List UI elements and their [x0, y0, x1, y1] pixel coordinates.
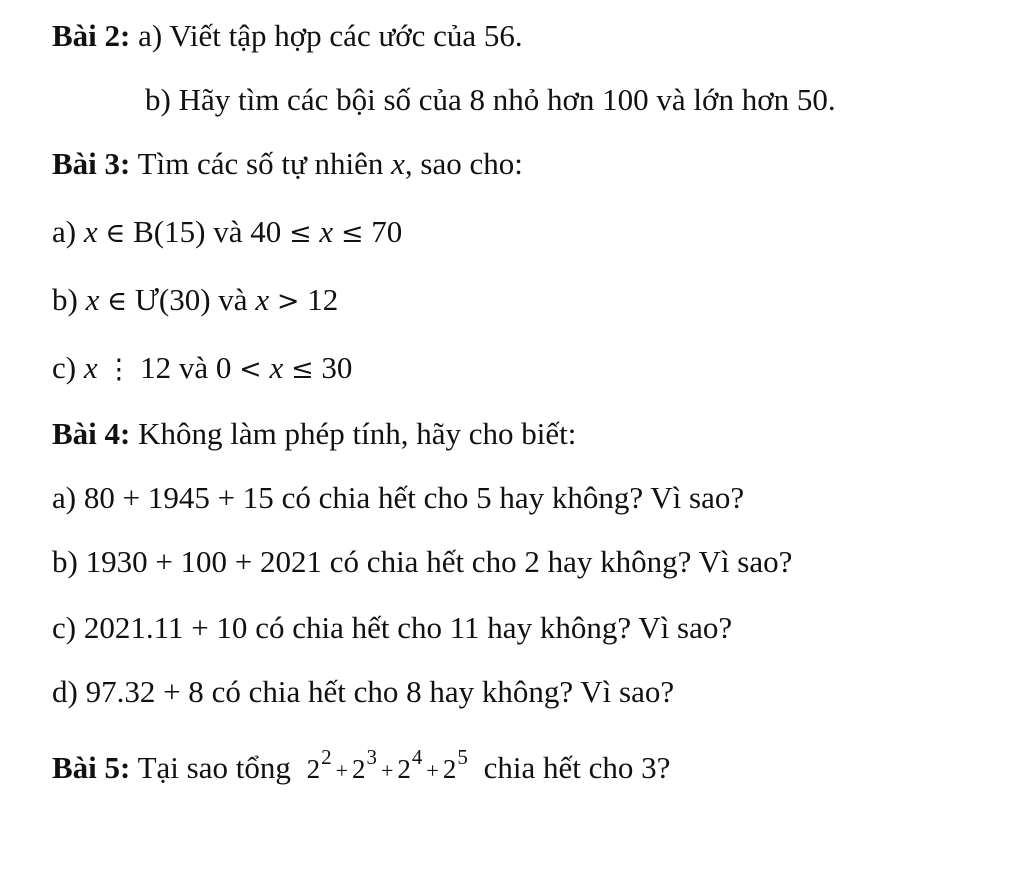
bai5-term-3-exp: 4: [411, 745, 423, 769]
bai4-intro: Không làm phép tính, hãy cho biết:: [138, 416, 577, 451]
bai4-c-question: có chia hết cho 11 hay không? Vì sao?: [255, 610, 733, 645]
bai3-b-set: Ư(30): [134, 282, 211, 317]
bai3-a-x: x: [83, 214, 98, 249]
bai3-c-div: ⋮: [105, 354, 133, 385]
bai5-term-1-exp: 2: [321, 745, 332, 769]
bai3-a-lhs: 40: [250, 214, 282, 249]
bai3-a-le1: ≤: [288, 218, 312, 249]
bai3-intro: Tìm các số tự nhiên: [137, 146, 384, 181]
bai2-label: Bài 2:: [52, 18, 131, 53]
bai3-var: x: [391, 146, 405, 181]
bai3-item-c: [52, 352, 352, 383]
bai4-a-prefix: a): [52, 480, 77, 515]
bai2-b-text: b) Hãy tìm các bội số của 8 nhỏ hơn 100 và lớn hơn 50.: [145, 82, 836, 117]
bai5-term-3-base: 2: [397, 754, 411, 784]
bai4-c-prefix: c): [52, 610, 77, 645]
bai3-c-rhs: 30: [321, 350, 353, 385]
bai3-c-lhs: 0: [215, 350, 232, 385]
bai3-b-and: và: [218, 282, 248, 317]
bai3-c-num: 12: [140, 350, 172, 385]
bai4-c-expr: 2021.11 + 10: [83, 610, 248, 645]
bai4-heading: [52, 418, 576, 449]
bai5-label: Bài 5:: [52, 750, 131, 785]
bai3-a-le2: ≤: [340, 218, 364, 249]
bai4-d-prefix: d): [52, 674, 78, 709]
bai5-intro: Tại sao tổng: [137, 750, 291, 785]
bai4-b-prefix: b): [52, 544, 78, 579]
bai5-plus-2: +: [381, 758, 394, 783]
bai4-a-expr: 80 + 1945 + 15: [83, 480, 274, 515]
bai3-b-in: ∈: [107, 286, 128, 317]
bai4-item-b: [52, 546, 792, 577]
bai3-a-set: B(15): [133, 214, 206, 249]
bai5-term-4-exp: 5: [457, 745, 468, 769]
bai3-c-and: và: [178, 350, 209, 385]
bai3-item-a: [52, 216, 402, 247]
bai2-line-a: [52, 20, 523, 51]
bai4-label: Bài 4:: [52, 416, 131, 451]
bai3-label: Bài 3:: [52, 146, 131, 181]
bai5-term-2-exp: 3: [366, 745, 377, 769]
bai3-a-rhs: 70: [371, 214, 403, 249]
bai2-a-text: a) Viết tập hợp các ước của 56.: [138, 18, 523, 53]
bai4-item-c: [52, 612, 732, 643]
bai3-a-prefix: a): [52, 214, 77, 249]
bai3-heading: [52, 148, 523, 179]
bai3-c-x: x: [83, 350, 98, 385]
bai5-tail: chia hết cho 3?: [483, 750, 671, 785]
bai3-c-prefix: c): [52, 350, 77, 385]
bai3-b-gt: >: [276, 286, 300, 317]
bai3-a-in: ∈: [105, 218, 126, 249]
bai2-line-b: [145, 84, 836, 115]
bai3-b-x: x: [85, 282, 100, 317]
bai3-item-b: [52, 284, 338, 315]
bai3-a-x2: x: [319, 214, 334, 249]
bai5-line: [52, 745, 671, 785]
bai3-c-lt: <: [239, 354, 262, 385]
bai5-term-2: [352, 745, 377, 784]
bai4-a-question: có chia hết cho 5 hay không? Vì sao?: [281, 480, 745, 515]
bai5-term-2-base: 2: [352, 754, 366, 784]
bai4-item-d: [52, 676, 674, 707]
bai5-term-1-base: 2: [306, 754, 321, 784]
bai3-b-prefix: b): [52, 282, 78, 317]
bai3-intro-tail: , sao cho:: [404, 146, 523, 181]
bai4-b-expr: 1930 + 100 + 2021: [85, 544, 323, 579]
bai3-c-le: ≤: [291, 354, 314, 385]
bai4-d-expr: 97.32 + 8: [85, 674, 204, 709]
bai5-plus-1: +: [335, 758, 348, 783]
bai4-b-question: có chia hết cho 2 hay không? Vì sao?: [329, 544, 793, 579]
bai5-plus-3: +: [426, 758, 439, 783]
bai5-term-4-base: 2: [442, 754, 457, 784]
bai3-b-x2: x: [255, 282, 270, 317]
bai3-c-x2: x: [269, 350, 284, 385]
bai3-a-and: và: [213, 214, 243, 249]
bai5-sum-expression: [306, 745, 476, 785]
bai5-term-3: [397, 745, 423, 784]
bai4-d-question: có chia hết cho 8 hay không? Vì sao?: [211, 674, 675, 709]
bai4-item-a: [52, 482, 744, 513]
bai3-b-rhs: 12: [307, 282, 339, 317]
bai5-term-1: [306, 745, 332, 784]
bai5-term-4: [442, 745, 468, 784]
